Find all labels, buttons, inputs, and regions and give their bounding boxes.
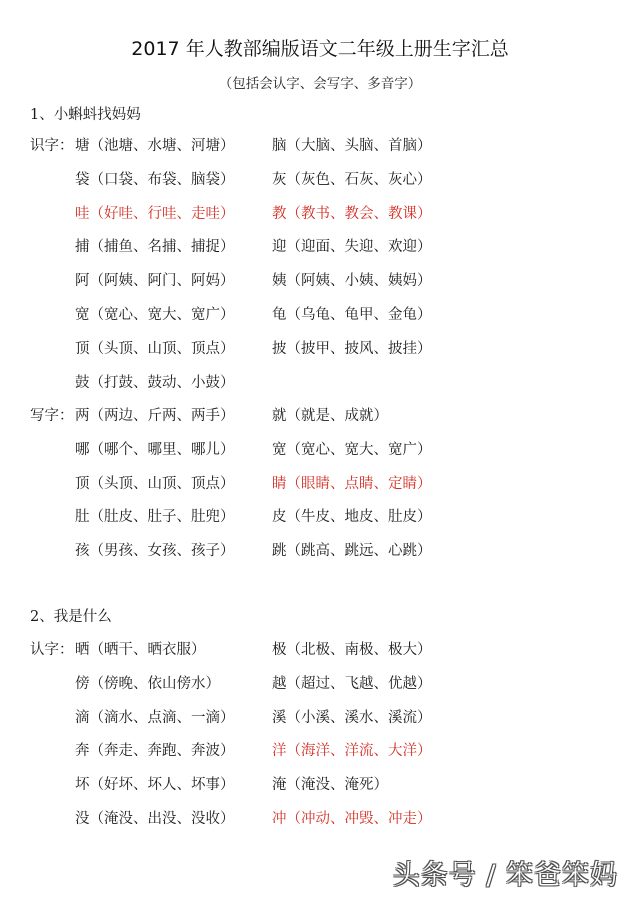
character-entry-left: 没（淹没、出没、没收） <box>75 810 235 827</box>
character-entry-left: 顶（头顶、山顶、顶点） <box>75 340 235 357</box>
character-entry-right: 宽（宽心、宽大、宽广） <box>272 441 432 458</box>
lesson-heading: 2、我是什么 <box>30 609 112 625</box>
group-label: 认字： <box>30 642 74 658</box>
character-entry-left: 哪（哪个、哪里、哪儿） <box>75 441 235 458</box>
character-entry-left: 鼓（打鼓、鼓动、小鼓） <box>75 374 235 391</box>
character-entry-right: 迎（迎面、失迎、欢迎） <box>272 239 432 256</box>
character-row <box>30 231 630 265</box>
page-subtitle: （包括会认字、会写字、多音字） <box>218 76 422 92</box>
character-entry-right: 溪（小溪、溪水、溪流） <box>272 709 432 726</box>
character-row <box>30 468 630 502</box>
character-entry-left: 宽（宽心、宽大、宽广） <box>75 306 235 323</box>
character-entry-right: 冲（冲动、冲毁、冲走） <box>272 810 432 827</box>
character-entry-right: 就（就是、成就） <box>272 408 388 424</box>
character-row <box>30 501 630 535</box>
character-entry-right: 皮（牛皮、地皮、肚皮） <box>272 509 432 526</box>
character-row <box>30 735 630 769</box>
character-row <box>30 299 630 333</box>
character-entry-right: 越（超过、飞越、优越） <box>272 675 432 692</box>
character-entry-left: 肚（肚皮、肚子、肚兜） <box>75 509 235 526</box>
character-entry-left: 塘（池塘、水塘、河塘） <box>75 138 235 154</box>
group-label: 写字： <box>30 408 74 424</box>
character-row <box>30 265 630 299</box>
character-row <box>30 634 630 668</box>
character-entry-left: 傍（傍晚、依山傍水） <box>75 675 220 692</box>
character-row <box>30 130 630 164</box>
character-row <box>30 198 630 232</box>
character-row <box>30 702 630 736</box>
character-entry-left: 孩（男孩、女孩、孩子） <box>75 543 235 560</box>
character-row <box>30 434 630 468</box>
character-entry-left: 袋（口袋、布袋、脑袋） <box>75 171 235 188</box>
character-entry-right: 龟（乌龟、龟甲、金龟） <box>272 306 432 323</box>
character-entry-left: 哇（好哇、行哇、走哇） <box>75 205 235 222</box>
character-entry-right: 淹（淹没、淹死） <box>272 777 388 794</box>
character-entry-right: 教（教书、教会、教课） <box>272 205 432 222</box>
character-entry-left: 两（两边、斤两、两手） <box>75 408 235 424</box>
character-entry-right: 脑（大脑、头脑、首脑） <box>272 138 432 154</box>
character-row <box>30 333 630 367</box>
character-group <box>30 400 630 569</box>
lesson-heading: 1、小蝌蚪找妈妈 <box>30 107 141 123</box>
character-entry-right: 极（北极、南极、极大） <box>272 642 432 658</box>
character-entry-left: 阿（阿姨、阿门、阿妈） <box>75 273 235 290</box>
character-row <box>30 164 630 198</box>
character-entry-right: 姨（阿姨、小姨、姨妈） <box>272 273 432 290</box>
character-row <box>30 535 630 569</box>
character-entry-right: 跳（跳高、跳远、心跳） <box>272 543 432 560</box>
watermark: 头条号 / 笨爸笨妈 <box>392 860 618 891</box>
character-entry-left: 晒（晒干、晒衣服） <box>75 642 206 658</box>
character-entry-right: 灰（灰色、石灰、灰心） <box>272 171 432 188</box>
character-group <box>30 130 630 400</box>
page-title: 2017 年人教部编版语文二年级上册生字汇总 <box>131 38 509 60</box>
character-entry-left: 奔（奔走、奔跑、奔波） <box>75 743 235 760</box>
character-row <box>30 668 630 702</box>
group-label: 识字： <box>30 138 74 154</box>
character-row <box>30 803 630 837</box>
character-row <box>30 367 630 401</box>
character-row <box>30 769 630 803</box>
character-entry-left: 捕（捕鱼、名捕、捕捉） <box>75 239 235 256</box>
character-entry-left: 顶（头顶、山顶、顶点） <box>75 475 235 492</box>
character-entry-left: 滴（滴水、点滴、一滴） <box>75 709 235 726</box>
character-entry-left: 坏（好坏、坏人、坏事） <box>75 777 235 794</box>
character-entry-right: 睛（眼睛、点睛、定睛） <box>272 475 432 492</box>
character-entry-right: 洋（海洋、洋流、大洋） <box>272 743 432 760</box>
character-entry-right: 披（披甲、披风、披挂） <box>272 340 432 357</box>
character-group <box>30 634 630 837</box>
character-row <box>30 400 630 434</box>
